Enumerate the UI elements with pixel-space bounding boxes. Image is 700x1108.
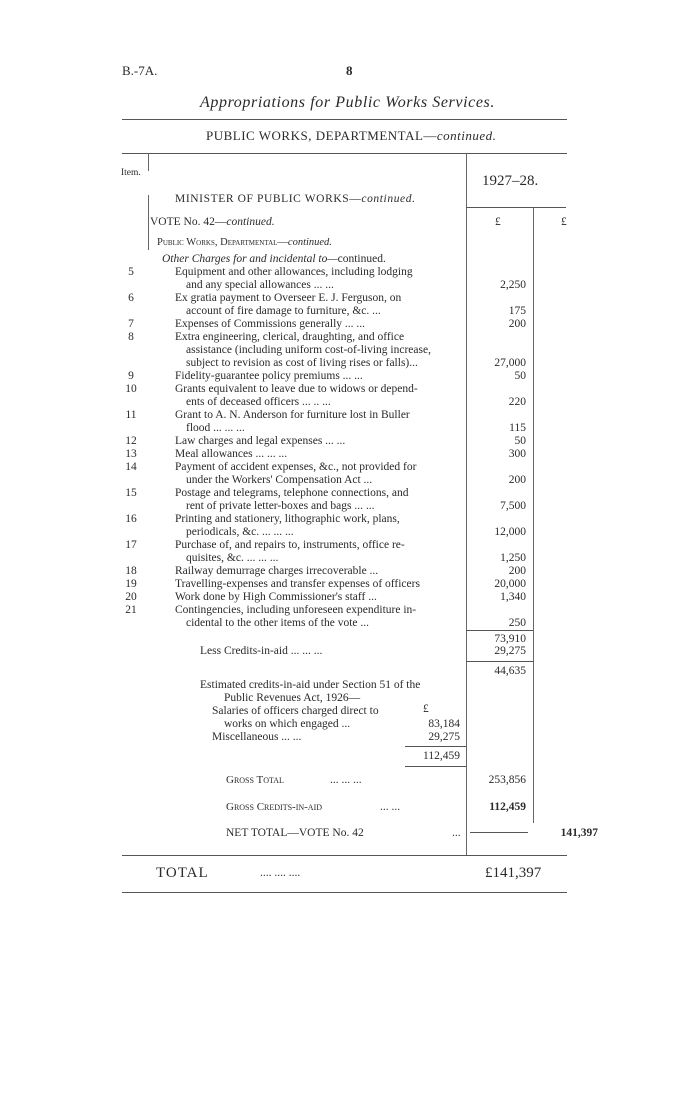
item-description-line: periodicals, &c. ... ... ...: [186, 526, 294, 538]
item-amount: 200: [508, 318, 526, 330]
item-description-line: Expenses of Commissions generally ... ...: [175, 318, 366, 330]
gross-total-label: Gross Total: [226, 774, 284, 786]
item-amount: 12,000: [494, 526, 526, 538]
item-description-line: Grant to A. N. Anderson for furniture lost in Buller: [175, 409, 410, 421]
item-amount: 200: [508, 565, 526, 577]
item-description-line: Contingencies, including unforeseen expenditure in-: [175, 604, 417, 616]
item-amount: 220: [508, 396, 526, 408]
gross-credits-dots: ... ...: [380, 801, 401, 813]
subvote-heading: [157, 236, 332, 249]
item-number: 8: [128, 331, 134, 343]
vote-heading: [150, 216, 275, 229]
item-description-line: assistance (including uniform cost-of-living increase,: [186, 344, 431, 356]
gross-credits-label: Gross Credits-in-aid: [226, 801, 323, 813]
grand-total-amount: £141,397: [485, 865, 542, 881]
item-number: 9: [128, 370, 134, 382]
item-number: 15: [125, 487, 137, 499]
charges-heading: [162, 253, 386, 266]
item-description-line: subject to revision as cost of living rises or falls)...: [186, 357, 418, 369]
year-column-header: 1927–28.: [482, 173, 539, 189]
estimated-total-bottom-rule: [405, 766, 466, 767]
item-number: 17: [125, 539, 137, 551]
salaries-line: Salaries of officers charged direct to: [212, 705, 379, 717]
item-description-line: Law charges and legal expenses ... ...: [175, 435, 346, 447]
item-description-line: flood ... ... ...: [186, 422, 245, 434]
item-description-line: Purchase of, and repairs to, instruments, office re-: [175, 539, 405, 551]
section-title: [206, 129, 496, 142]
vote-heading-main: VOTE No. 42—: [150, 216, 227, 228]
ministry-heading-main: MINISTER OF PUBLIC WORKS—: [175, 193, 362, 205]
item-number: 13: [125, 448, 137, 460]
item-amount: 1,340: [500, 591, 526, 603]
item-description-line: Work done by High Commissioner's staff ...: [175, 591, 377, 603]
salaries-amount: 83,184: [428, 718, 460, 730]
item-number: 10: [125, 383, 137, 395]
item-amount: 27,000: [494, 357, 526, 369]
miscellaneous-label: Miscellaneous ... ...: [212, 731, 302, 743]
item-description-line: Printing and stationery, lithographic work, plans,: [175, 513, 400, 525]
net-total-dash: [470, 832, 528, 833]
item-amount: 115: [509, 422, 526, 434]
net-total-label: NET TOTAL—VOTE No. 42: [226, 827, 364, 839]
section-title-cont: continued.: [436, 128, 497, 143]
less-credits-amount: 29,275: [494, 645, 526, 657]
page-number: 8: [346, 63, 353, 78]
running-title: Appropriations for Public Works Services.: [200, 94, 495, 111]
item-description-line: Payment of accident expenses, &c., not provided for: [175, 461, 417, 473]
item-description-line: Travelling-expenses and transfer expenses of officers: [175, 578, 420, 590]
net-total-dots: ...: [452, 827, 461, 839]
estimated-credits-line: Estimated credits-in-aid under Section 51 of the: [200, 679, 421, 691]
total-bottom-rule: [122, 892, 567, 893]
gross-credits-amount: 112,459: [489, 801, 526, 813]
item-description-line: account of fire damage to furniture, &c. ...: [186, 305, 381, 317]
charges-heading-main: Other Charges for and incidental to—: [162, 253, 338, 265]
item-number: 7: [128, 318, 134, 330]
item-description-line: Meal allowances ... ... ...: [175, 448, 288, 460]
estimated-credits-line: Public Revenues Act, 1926—: [224, 692, 361, 704]
item-number: 5: [128, 266, 134, 278]
item-amount: 300: [508, 448, 526, 460]
item-description-line: Extra engineering, clerical, draughting, and office: [175, 331, 405, 343]
item-description-line: Postage and telegrams, telephone connections, and: [175, 487, 409, 499]
item-amount: 50: [514, 370, 526, 382]
table-top-rule: [122, 153, 567, 154]
salaries-line: works on which engaged ...: [224, 718, 351, 730]
subvote-heading-main: Public Works, Departmental—: [157, 237, 288, 248]
subtotal-rule: [466, 630, 533, 631]
currency-symbol-1: £: [495, 216, 501, 228]
subtotal-amount: 73,910: [494, 633, 526, 645]
item-amount: 20,000: [494, 578, 526, 590]
grand-total-label: TOTAL: [156, 865, 209, 881]
less-credits-label: Less Credits-in-aid ... ... ...: [200, 645, 323, 657]
item-number: 11: [125, 409, 137, 421]
item-amount: 175: [508, 305, 526, 317]
currency-symbol-2: £: [561, 216, 567, 228]
item-column-header: Item.: [121, 168, 141, 178]
item-amount: 7,500: [500, 500, 526, 512]
estimated-total-amount: 112,459: [423, 750, 460, 762]
item-description-line: Equipment and other allowances, including lodging: [175, 266, 413, 278]
item-column-rule: [148, 153, 149, 171]
item-description-line: Ex gratia payment to Overseer E. J. Ferguson, on: [175, 292, 402, 304]
gross-total-dots: ... ... ...: [330, 774, 362, 786]
net-rule: [466, 661, 533, 662]
page-reference: B.-7A.: [122, 63, 158, 78]
item-description-line: quisites, &c. ... ... ...: [186, 552, 279, 564]
year-header-rule: [466, 207, 566, 208]
item-number: 19: [125, 578, 137, 590]
subvote-heading-cont: continued.: [287, 237, 332, 248]
item-amount: 250: [508, 617, 526, 629]
item-number: 14: [125, 461, 137, 473]
estimated-pound-symbol: £: [423, 703, 429, 715]
item-description-line: under the Workers' Compensation Act ...: [186, 474, 373, 486]
estimated-total-rule: [405, 746, 466, 747]
item-description-line: Railway demurrage charges irrecoverable ...: [175, 565, 379, 577]
total-top-rule: [122, 855, 567, 856]
item-number: 18: [125, 565, 137, 577]
item-amount: 50: [514, 435, 526, 447]
miscellaneous-amount: 29,275: [428, 731, 460, 743]
vote-heading-cont: continued.: [226, 216, 275, 228]
header-rule: [122, 119, 567, 120]
item-description-line: Fidelity-guarantee policy premiums ... ...: [175, 370, 363, 382]
ministry-heading-cont: continued.: [361, 193, 416, 205]
item-amount: 1,250: [500, 552, 526, 564]
section-title-main: PUBLIC WORKS, DEPARTMENTAL—: [206, 128, 437, 143]
item-number: 16: [125, 513, 137, 525]
item-number: 12: [125, 435, 137, 447]
item-description-line: rent of private letter-boxes and bags ... ...: [186, 500, 375, 512]
grand-total-dots: .... .... ....: [260, 867, 301, 879]
item-column-rule-lower: [148, 195, 149, 250]
item-amount: 2,250: [500, 279, 526, 291]
item-description-line: Grants equivalent to leave due to widows or depend-: [175, 383, 418, 395]
ministry-heading: [175, 193, 416, 206]
item-number: 20: [125, 591, 137, 603]
item-description-line: ents of deceased officers ... .. ...: [186, 396, 331, 408]
charges-heading-cont: continued.: [337, 253, 386, 265]
item-description-line: and any special allowances ... ...: [186, 279, 334, 291]
net-amount: 44,635: [494, 665, 526, 677]
item-description-line: cidental to the other items of the vote ...: [186, 617, 369, 629]
net-total-amount: 141,397: [560, 827, 598, 839]
item-number: 6: [128, 292, 134, 304]
item-number: 21: [125, 604, 137, 616]
item-amount: 200: [508, 474, 526, 486]
gross-total-amount: 253,856: [488, 774, 526, 786]
amount-column-mid-rule: [533, 208, 534, 823]
